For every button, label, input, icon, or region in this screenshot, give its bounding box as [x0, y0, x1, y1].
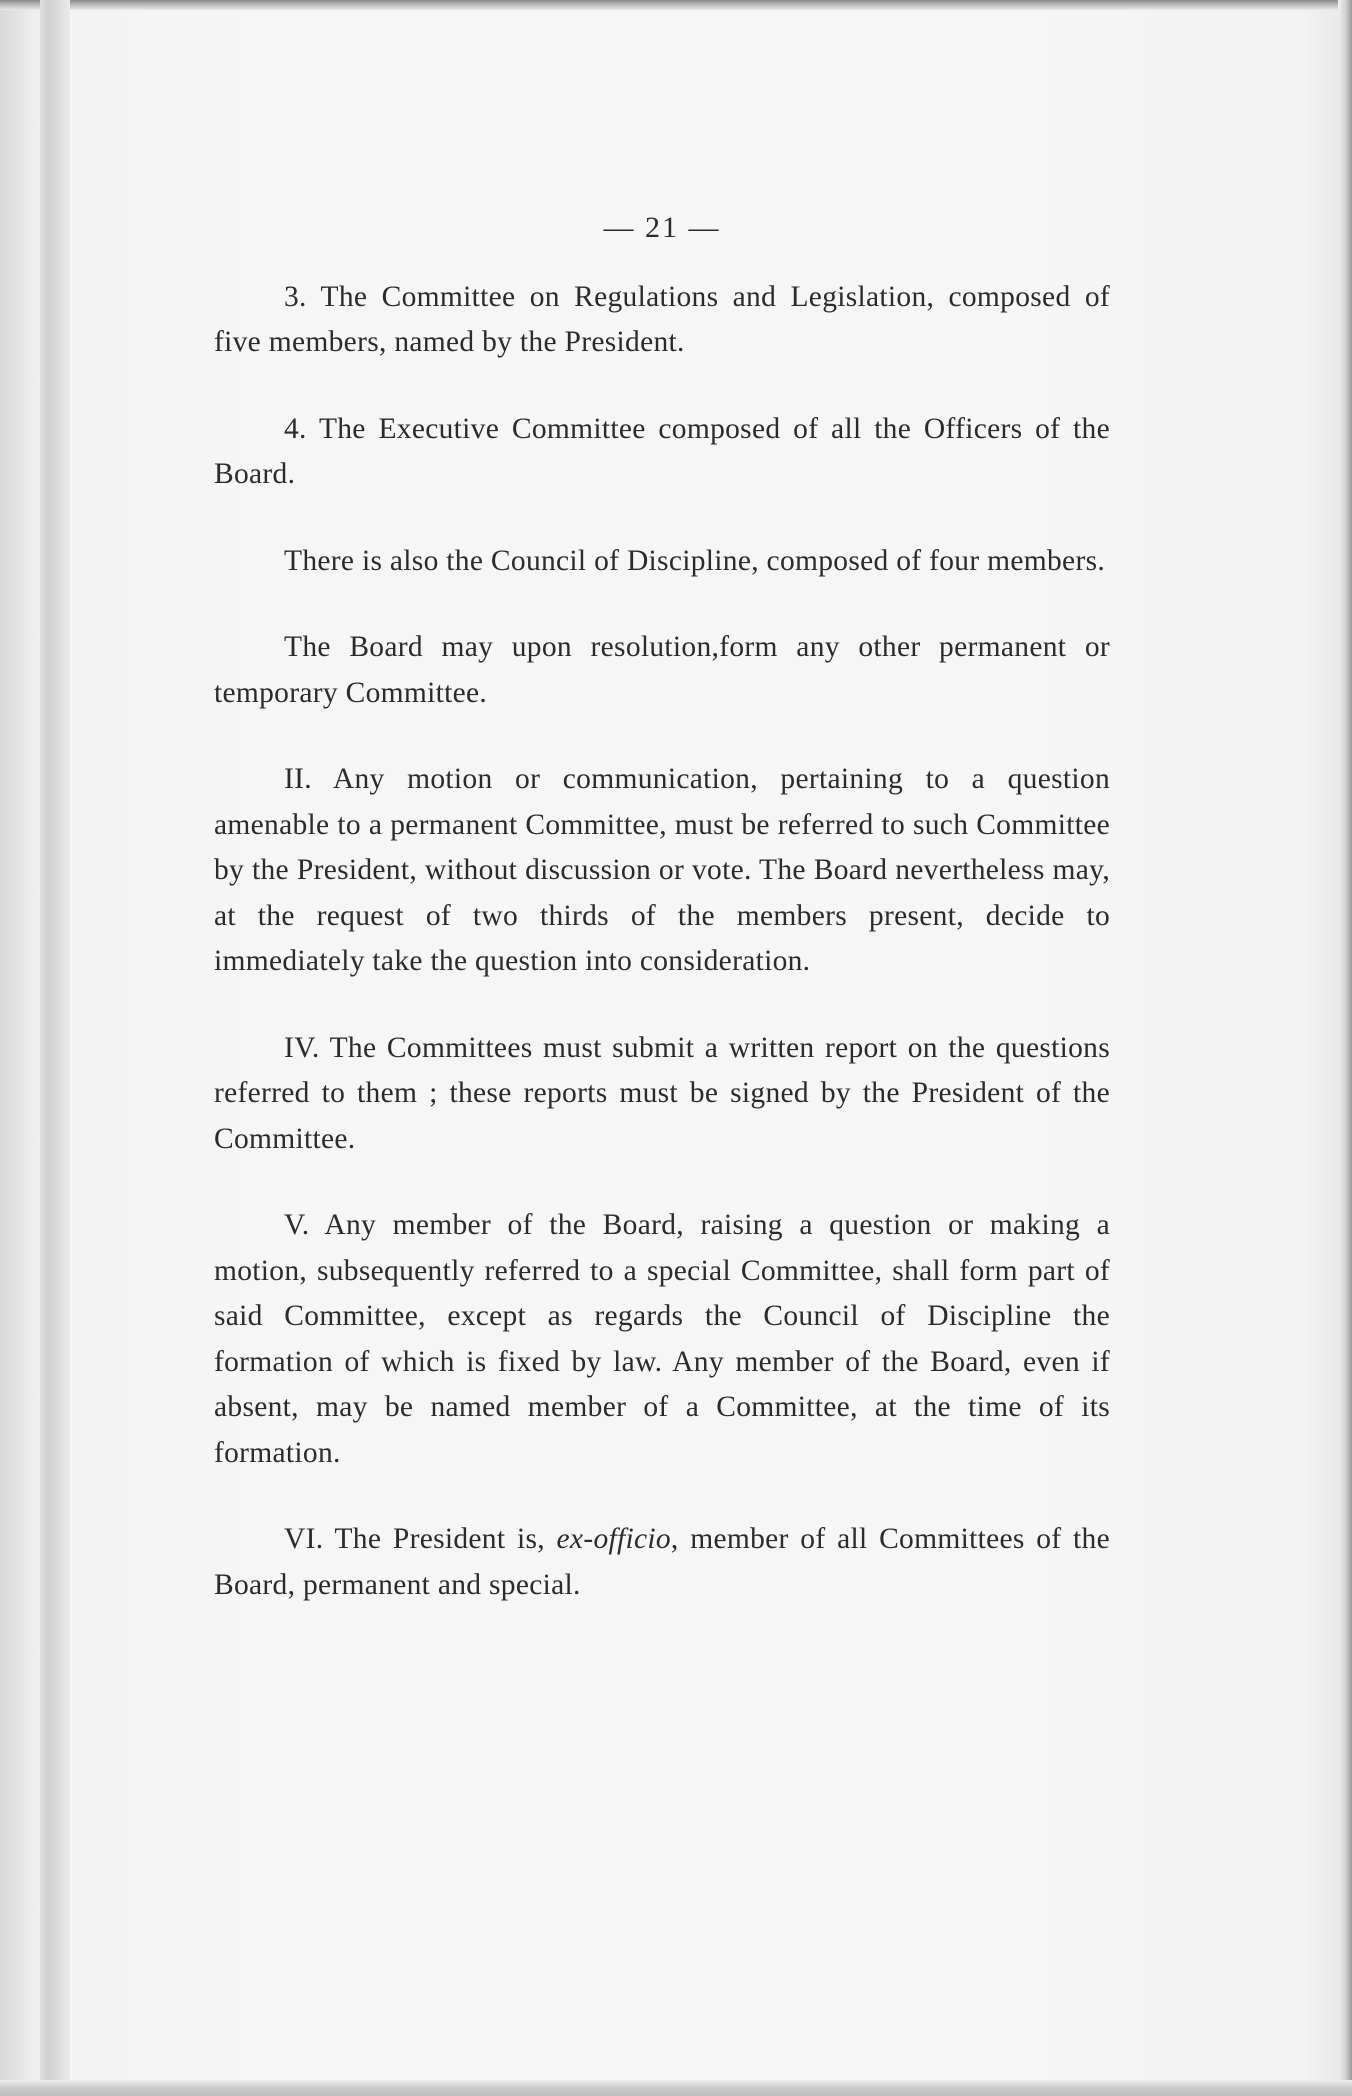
binding-shadow: [40, 0, 70, 2096]
article-vi-text-after: , member of all Committees of the Board, permanent and special.: [214, 1523, 1110, 1601]
paragraph-article-ii: II. Any motion or communication, pertaining to a question amenable to a permanent Committee, must be referred to such Committee by the President, without discussion or vote. The Board nevertheless may, at the request of two thirds of the members present, decide to immediately take the question into consideration.: [214, 763, 1110, 977]
paragraph-executive-committee: 4. The Executive Committee composed of all the Officers of the Board.: [214, 412, 1110, 490]
paragraph-article-v: V. Any member of the Board, raising a question or making a motion, subsequently referred to a special Committee, shall form part of said Committee, except as regards the Council of Discipline the formation of which is fixed by law. Any member of the Board, even if absent, may be named member of a Committee, at the time of its formation.: [214, 1209, 1110, 1469]
article-vi-text-before: VI. The President is,: [284, 1523, 557, 1555]
page-bottom-edge: [0, 2080, 1352, 2096]
page-top-edge: [0, 0, 1352, 10]
paragraph-article-vi: [214, 1517, 1110, 1608]
page-right-edge: [1338, 0, 1352, 2096]
paragraph-board-resolution: The Board may upon resolution,form any other permanent or temporary Committee.: [214, 631, 1110, 709]
paragraph-committee-regulations: 3. The Committee on Regulations and Legislation, composed of five members, named by the President.: [214, 280, 1110, 358]
page-body: [214, 205, 1110, 1608]
article-vi-italic-term: ex-officio: [556, 1523, 671, 1555]
page-number: — 21 —: [603, 211, 721, 244]
paragraph-article-iv: IV. The Committees must submit a written report on the questions referred to them ; these reports must be signed by the President of the Committee.: [214, 1031, 1110, 1155]
paragraph-council-of-discipline: There is also the Council of Discipline, composed of four members.: [284, 544, 1106, 577]
